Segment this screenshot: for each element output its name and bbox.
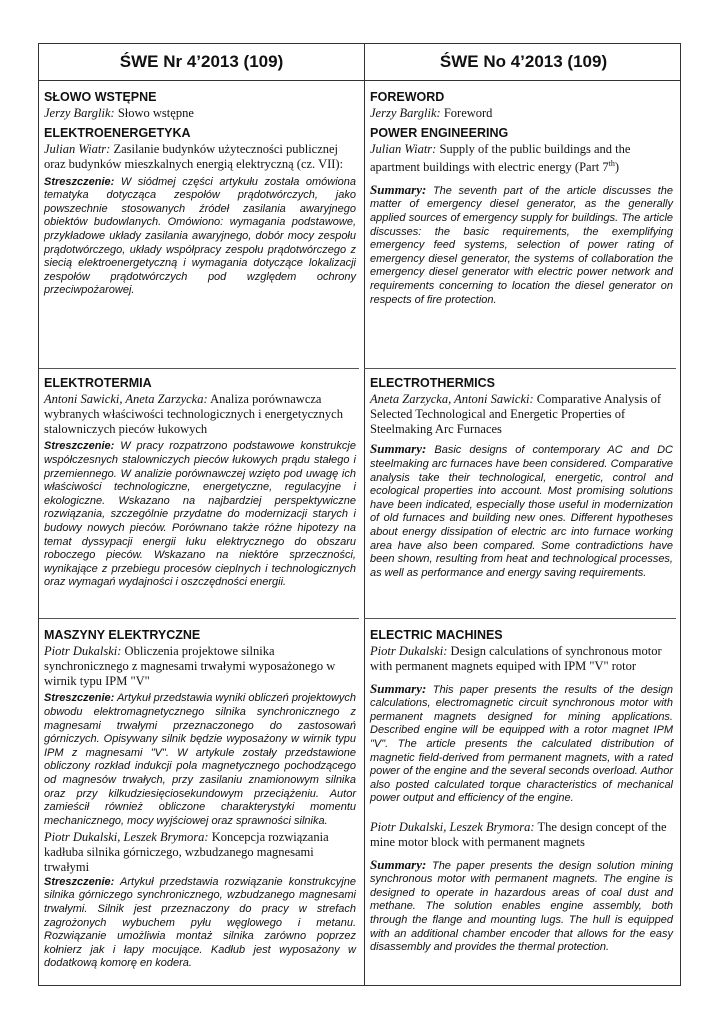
contents-table bbox=[38, 43, 681, 986]
right-machines-section bbox=[370, 628, 673, 955]
article-author: Aneta Zarzycka, Antoni Sawicki: bbox=[370, 392, 534, 406]
abstract-label: Streszczenie: bbox=[44, 875, 115, 888]
abstract-text: W pracy rozpatrzono podstawowe konstrukcje współczesnych stalowniczych pieców łukowych prądu stałego i przemiennego. W analizie porównawczej wzięto pod uwagę ich właściwości technologiczne, energetyczne, regulacyjne i ekologiczne. Wskazano na najbardziej perspektywiczne rozwiązania, szczególnie przydatne do modernizacji starych i budowy nowych pieców. Porównano także różne hipotezy na temat dyssypacji energii łuku elektrycznego do obszaru roboczego pieców. Wskazano na niektóre sprzeczności, wynikające z przebiegu procesów cieplnych i technologicznych oraz wymagań wydajności i oszczędności energii. bbox=[44, 440, 356, 589]
article-entry bbox=[44, 142, 356, 172]
abstract-text: Basic designs of contemporary AC and DC steelmaking arc furnaces have been considered. Comparative analysis take their technological, energetic, control and ecological properties into account. Most promising solutions have been indicated, especially those useful in modernization of old furnaces and building new ones. Different hypotheses about energy dissipation of electric arc into furnace working area have also been compared. Some contradictions have been shown, resulting from heat and technological processes, as well as performance and energy saving requirements. bbox=[370, 444, 673, 579]
abstract-label: Streszczenie: bbox=[44, 175, 115, 188]
article-entry bbox=[44, 830, 356, 874]
section-heading: ELEKTROTERMIA bbox=[44, 376, 152, 390]
article-title-end: ) bbox=[614, 159, 619, 174]
article-entry bbox=[370, 142, 673, 175]
section-rule bbox=[364, 368, 676, 369]
abstract-text: This paper presents the results of the design calculations, electromagnetic circuit synchronous motor with permanent magnets designed for mining applications. Described engine will be equipped with a rotor magnet IPM "V". The article presents the calculated distribution of magnetic field-derived from permanent magnets, with a rated power of the engine and the several seconds overload. Author also posted calculated torque characteristics of mechanical power output and efficiency of the engine. bbox=[370, 683, 673, 805]
section-heading: MASZYNY ELEKTRYCZNE bbox=[44, 628, 201, 642]
right-foreword-section bbox=[370, 90, 673, 121]
article-entry bbox=[44, 644, 356, 688]
article-author: Jerzy Barglik: bbox=[44, 106, 115, 120]
abstract-text: The seventh part of the article discusses the matter of emergency diesel generator, as the generally applied sources of emergency supply for buildings. The article discusses: the basic requirements, the exemplifying emergency feed systems, selection of power rating of emergency diesel generator, the systems of collaboration the emergency diesel generator with electric power network and requirements concerning to location the diesel generator on respects of fire protection. bbox=[370, 184, 673, 306]
article-abstract bbox=[370, 858, 673, 955]
abstract-label: Summary: bbox=[370, 181, 427, 197]
article-abstract bbox=[370, 183, 673, 307]
left-machines-section bbox=[44, 628, 356, 971]
section-heading: ELECTROTHERMICS bbox=[370, 376, 495, 390]
article-title-superscript: th bbox=[608, 158, 615, 168]
section-heading: ELECTRIC MACHINES bbox=[370, 628, 503, 642]
right-issue-title: ŚWE No 4’2013 (109) bbox=[439, 52, 608, 71]
article-author: Piotr Dukalski: bbox=[370, 644, 448, 658]
article-abstract bbox=[44, 176, 356, 298]
abstract-label: Summary: bbox=[370, 680, 427, 696]
article-title: Supply of the public buildings and the apartment buildings with electric energy (Part 7 bbox=[370, 142, 631, 174]
article-abstract bbox=[44, 440, 356, 590]
article-title: Design calculations of synchronous motor with permanent magnets equiped with IPM "V" rotor bbox=[370, 644, 662, 673]
article-author: Julian Wiatr: bbox=[44, 142, 111, 156]
right-column bbox=[370, 90, 673, 985]
abstract-text: Artykuł przedstawia wyniki obliczeń projektowych obwodu elektromagnetycznego silnika synchronicznego z magnesami trwałymi przeznaczonego do zastosowań górniczych. Opisywany silnik będzie wyposażony w wirnik typu IPM z magnesami "V". W artykule zostały przedstawione obliczony rozkład indukcji pola magnetycznego pochodzącego od magnesów trwałych, przy zasilaniu znamionowym silnika oraz przy kilkudziesięciosekundowym przeciążeniu. Autor zamieścił również obliczone charakterystyki momentu mechanicznego, mocy wyjściowej oraz sprawności silnika. bbox=[44, 692, 357, 827]
section-heading: POWER ENGINEERING bbox=[370, 126, 509, 140]
article-author: Piotr Dukalski: bbox=[44, 644, 122, 658]
article-abstract bbox=[370, 682, 673, 806]
article-abstract bbox=[44, 692, 356, 828]
abstract-label: Summary: bbox=[370, 856, 427, 872]
abstract-text: Artykuł przedstawia rozwiązanie konstrukcyjne silnika górniczego synchronicznego, wzbudzanego magnesami trwałymi. Silnik jest przeznaczony do pracy w strefach zagrożonych wybuchem pyłu węglowego i metanu. Rozwiązanie umożliwia montaż silnika zarówno poprzez kołnierz jak i łapy mocujące. Kadłub jest wyposażony w dodatkową komorę en kodera. bbox=[44, 875, 356, 970]
section-rule bbox=[364, 618, 676, 619]
article-entry bbox=[370, 392, 673, 436]
abstract-text: W siódmej części artykułu została omówiona tematyka dotycząca zespołów prądotwórczych, jako powszechnie stosowanych źródeł zasilania awaryjnego obiektów budowlanych. Omówiono: wymagania podstawowe, przykładowe układy zasilania awaryjnego, dobór mocy zespołu prądotwórczego, układy współpracy zespołu prądotwórczego z siecią elektroenergetyczną i wymagania dotyczące lokalizacji zespołów prądotwórczych pod względem ochrony przeciwpożarowej. bbox=[44, 175, 356, 297]
article-entry bbox=[44, 106, 356, 121]
article-author: Jerzy Barglik: bbox=[370, 106, 441, 120]
abstract-text: The paper presents the design solution mining synchronous motor with permanent magnets. The engine is designed to operate in hazardous areas of coal dust and methane. The solution enables engine assembly, both through the flange and mounting lugs. The hull is equipped with an additional chamber encoder that allows for the easy disassembly and provides the thermal protection. bbox=[370, 859, 673, 954]
abstract-label: Summary: bbox=[370, 441, 427, 457]
article-title: Comparative Analysis of Selected Technological and Energetic Properties of Steelmaking Arc Furnaces bbox=[370, 392, 662, 436]
column-divider bbox=[364, 44, 365, 985]
article-author: Piotr Dukalski, Leszek Brymora: bbox=[370, 819, 535, 834]
left-power-section bbox=[44, 126, 356, 298]
article-entry bbox=[370, 106, 673, 121]
article-title: Zasilanie budynków użyteczności publicznej oraz budynków mieszkalnych energią elektryczną (cz. VII): bbox=[44, 142, 344, 171]
left-column bbox=[44, 90, 356, 985]
article-author: Julian Wiatr: bbox=[370, 142, 437, 156]
article-abstract bbox=[370, 442, 673, 580]
article-title: Obliczenia projektowe silnika synchronicznego z magnesami trwałymi wyposażonego w wirnik typu IPM "V" bbox=[44, 644, 336, 688]
section-rule bbox=[39, 618, 359, 619]
abstract-label: Streszczenie: bbox=[44, 440, 115, 453]
article-author: Piotr Dukalski, Leszek Brymora: bbox=[44, 830, 209, 845]
article-title: Foreword bbox=[443, 106, 493, 120]
article-entry bbox=[370, 644, 673, 674]
left-thermics-section bbox=[44, 376, 356, 590]
article-title: Słowo wstępne bbox=[117, 106, 194, 120]
section-heading: SŁOWO WSTĘPNE bbox=[44, 90, 157, 104]
article-title: Koncepcja rozwiązania kadłuba silnika górniczego, wzbudzanego magnesami trwałymi bbox=[44, 830, 329, 874]
right-power-section bbox=[370, 126, 673, 307]
section-rule bbox=[39, 368, 359, 369]
section-heading: FOREWORD bbox=[370, 90, 445, 104]
abstract-label: Streszczenie: bbox=[44, 692, 115, 705]
article-entry bbox=[44, 392, 356, 436]
article-title: The design concept of the mine motor block with permanent magnets bbox=[370, 819, 667, 849]
article-title: Analiza porównawcza wybranych właściwości technologicznych i energetycznych stalowniczych pieców łukowych bbox=[44, 392, 343, 436]
article-author: Antoni Sawicki, Aneta Zarzycka: bbox=[44, 392, 208, 406]
header-rule bbox=[39, 80, 680, 81]
left-foreword-section bbox=[44, 90, 356, 121]
right-thermics-section bbox=[370, 376, 673, 580]
article-abstract bbox=[44, 876, 356, 971]
article-entry bbox=[370, 820, 673, 850]
left-issue-title: ŚWE Nr 4’2013 (109) bbox=[119, 52, 284, 71]
section-heading: ELEKTROENERGETYKA bbox=[44, 126, 191, 140]
